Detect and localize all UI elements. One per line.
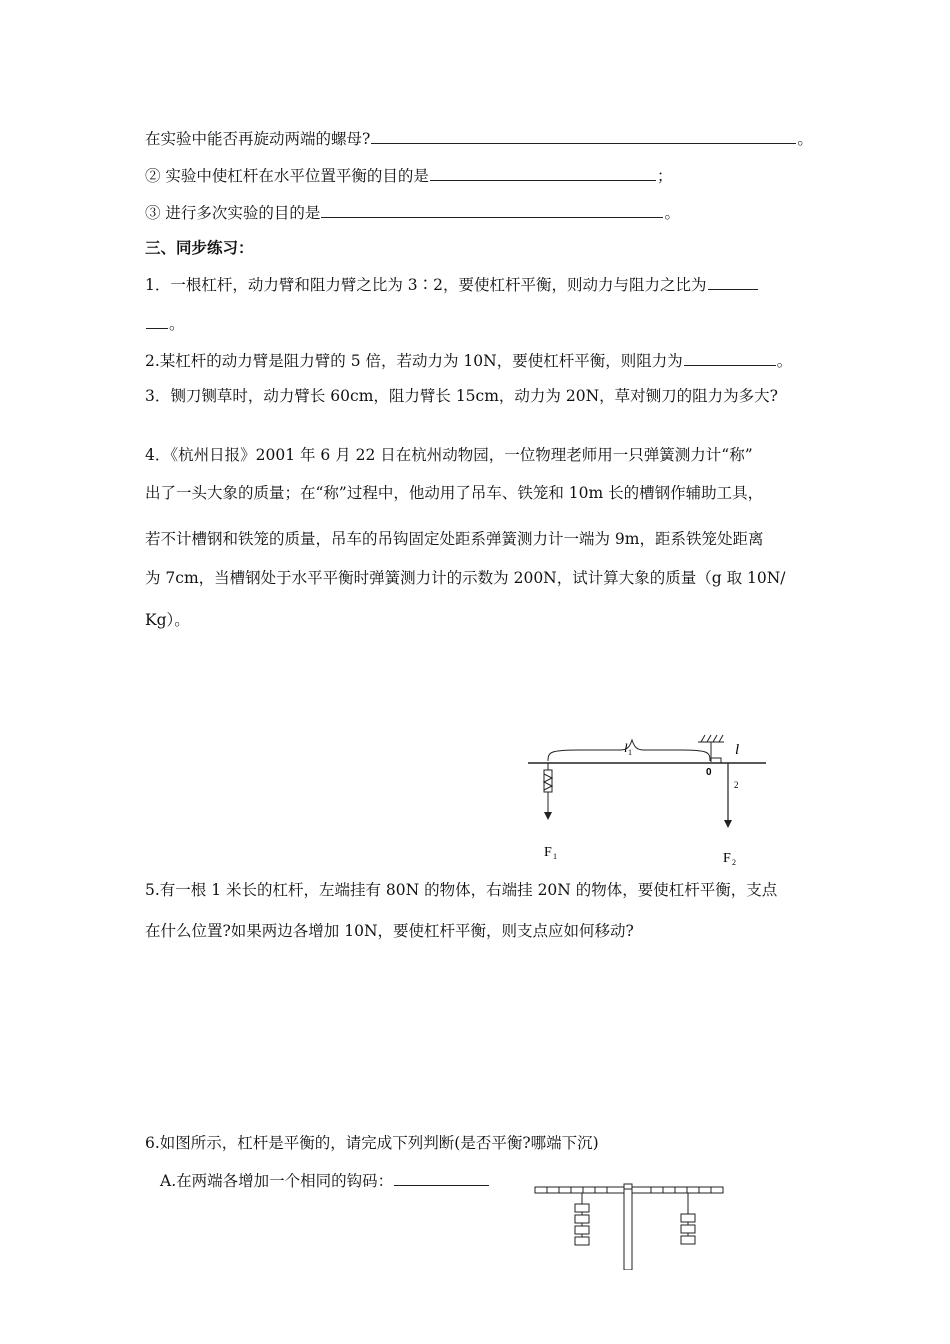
label-f2: F (723, 851, 731, 866)
answer-blank[interactable] (146, 313, 168, 329)
line-purpose-repeat: ③ 进行多次实验的目的是 。 (145, 204, 680, 222)
right-weight-stack (681, 1193, 695, 1244)
lever-figure-1 (520, 728, 800, 868)
f2-arrow-head (724, 820, 732, 828)
left-weight-stack (575, 1193, 589, 1245)
label-l1-sub: 1 (628, 748, 632, 757)
pivot-stand (624, 1184, 632, 1270)
question-4-line-4: 为 7cm，当槽钢处于水平平衡时弹簧测力计的示数为 200N，试计算大象的质量（g 取 10N/ (145, 569, 786, 587)
label-f2-sub: 2 (732, 858, 736, 867)
question-4-line-2: 出了一头大象的质量；在“称”过程中，他动用了吊车、铁笼和 10m 长的槽钢作辅助工具， (145, 484, 764, 502)
label-f1-sub: 1 (553, 852, 557, 861)
question-5-line-2: 在什么位置?如果两边各增加 10N，要使杠杆平衡，则支点应如何移动? (145, 922, 634, 940)
label-l2-sub: 2 (734, 780, 739, 790)
pivot-pin (624, 1184, 632, 1189)
answer-blank[interactable] (321, 202, 663, 218)
line-purpose-horizontal: ② 实验中使杠杆在水平位置平衡的目的是 ； (145, 167, 673, 185)
answer-blank[interactable] (394, 1170, 489, 1186)
answer-blank[interactable] (708, 274, 758, 290)
question-4-line-1: 4．《杭州日报》2001 年 6 月 22 日在杭州动物园，一位物理老师用一只弹簧测力计“称” (145, 446, 753, 464)
question-1: 1．一根杠杆，动力臂和阻力臂之比为 3∶2，要使杠杆平衡，则动力与阻力之比为 (145, 274, 759, 295)
spring-scale (544, 763, 552, 812)
question-6a: A.在两端各增加一个相同的钩码： (160, 1170, 490, 1191)
question-1-cont: 。 (145, 313, 185, 334)
question-4-line-3: 若不计槽钢和铁笼的质量，吊车的吊钩固定处距系弹簧测力计一端为 9m，距系铁笼处距离 (145, 530, 764, 548)
answer-blank[interactable] (430, 165, 656, 181)
label-l1: l (624, 740, 628, 755)
question-6: 6.如图所示，杠杆是平衡的，请完成下列判断(是否平衡?哪端下沉) (145, 1134, 599, 1152)
label-f1: F (544, 845, 552, 860)
lever-figure-2 (532, 1180, 732, 1270)
answer-blank[interactable] (371, 128, 796, 144)
line-nut-question: 在实验中能否再旋动两端的螺母? 。 (145, 130, 813, 148)
question-3: 3．铡刀铡草时，动力臂长 60cm，阻力臂长 15cm，动力为 20N，草对铡刀的阻力为多大? (145, 387, 778, 405)
question-4-line-5: Kg）。 (145, 611, 190, 629)
label-fulcrum-o: 0 (706, 767, 712, 778)
answer-blank[interactable] (684, 350, 776, 366)
f1-arrow-head (544, 812, 552, 820)
section-heading: 三、同步练习： (145, 238, 254, 257)
question-5-line-1: 5.有一根 1 米长的杠杆，左端挂有 80N 的物体，右端挂 20N 的物体，要使杠杆平衡，支点 (145, 881, 778, 899)
label-l2: l (735, 742, 740, 758)
question-2: 2.某杠杆的动力臂是阻力臂的 5 倍，若动力为 10N，要使杠杆平衡，则阻力为 。 (145, 352, 793, 370)
hook-mark (711, 758, 721, 763)
